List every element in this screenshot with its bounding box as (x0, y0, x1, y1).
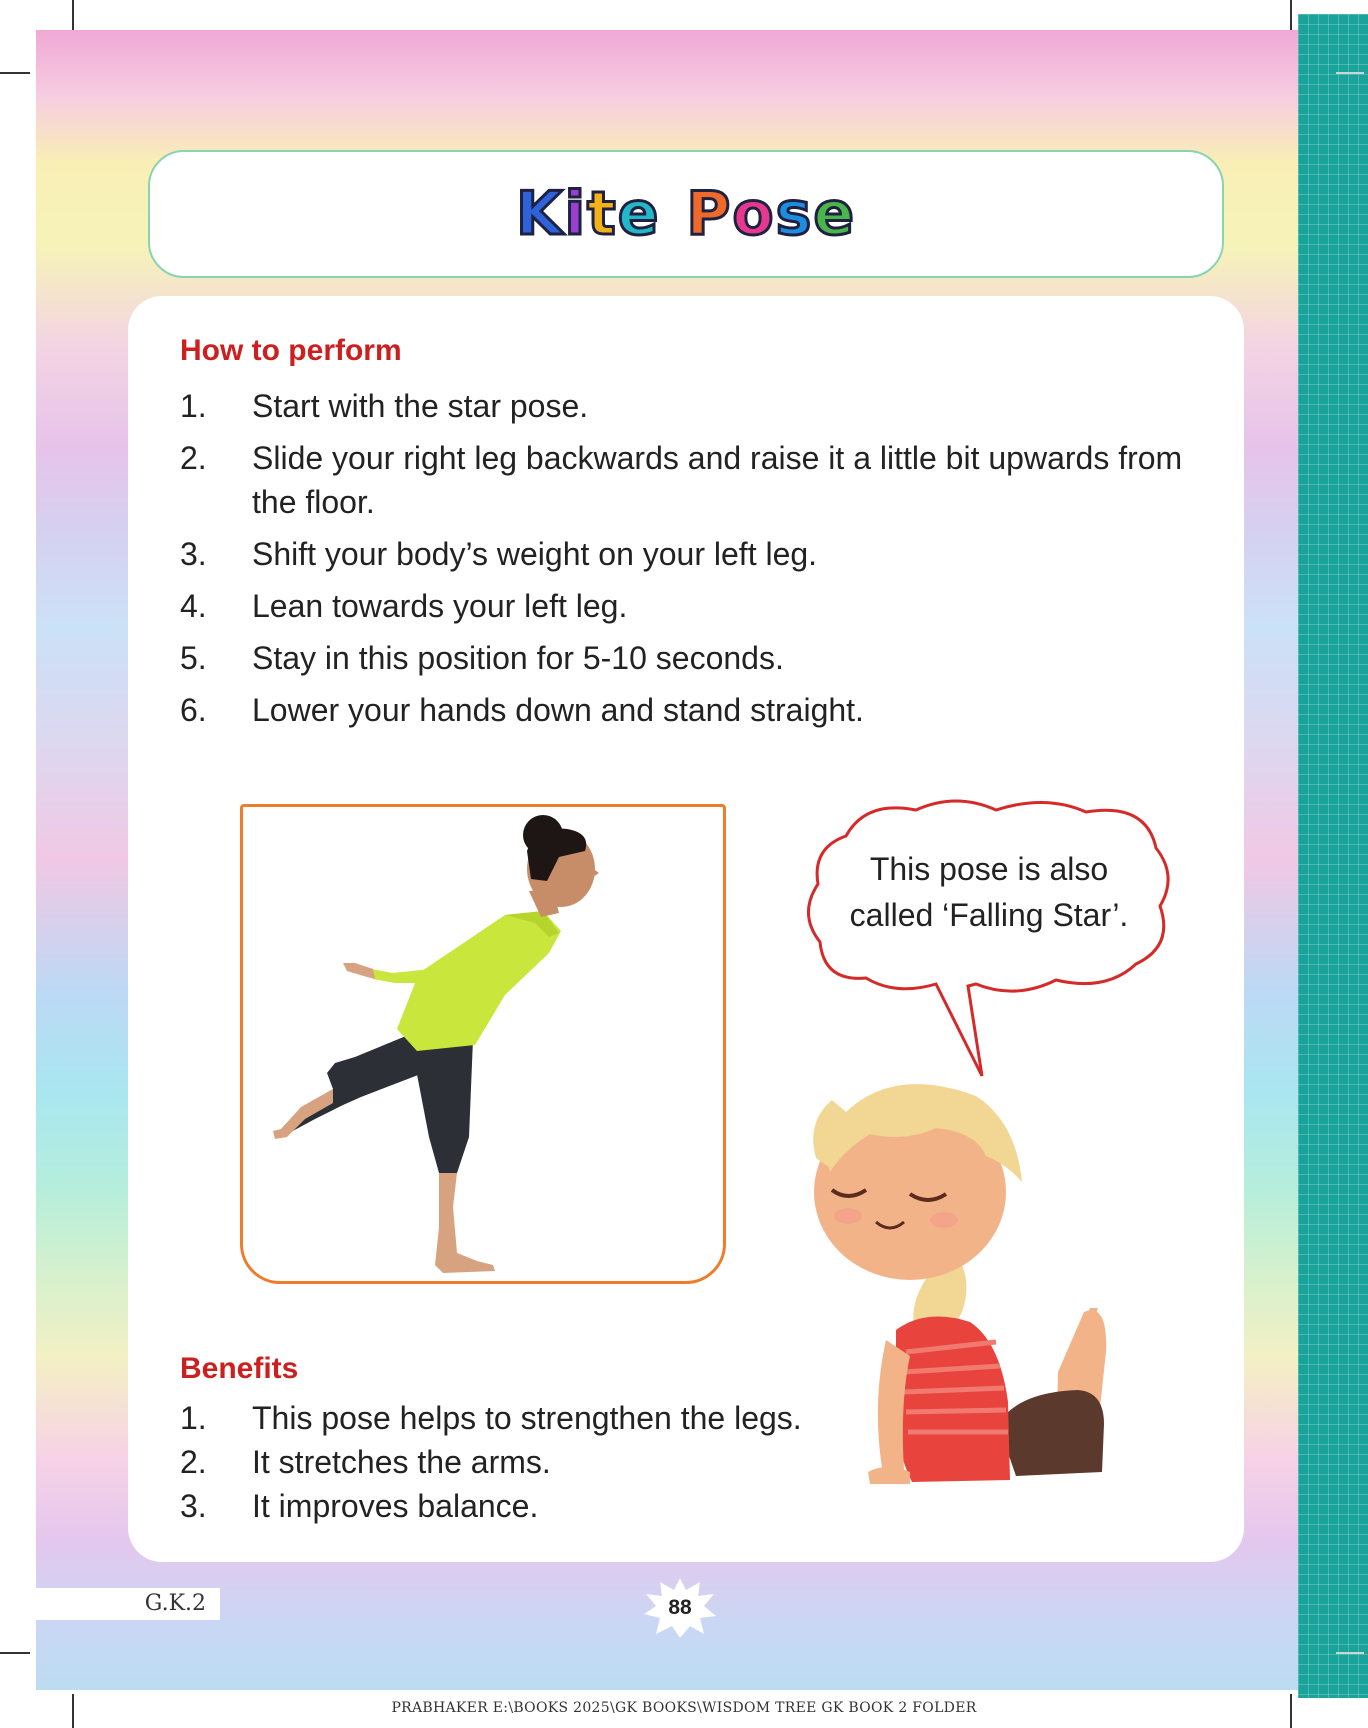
step-item: 5. Stay in this position for 5-10 seconds. (180, 640, 784, 676)
page-title: Kite Pose (515, 179, 857, 249)
step-item: 2. Slide your right leg backwards and raise it a little bit upwards from the floor. (180, 440, 1183, 520)
strip-mark-bottom (1336, 1652, 1364, 1654)
cloud-bubble-shape (806, 796, 1172, 1080)
strip-mark-top (1336, 72, 1364, 74)
page-number: 88 (668, 1596, 692, 1619)
speech-bubble (806, 796, 1172, 1080)
how-to-heading: How to perform (180, 334, 402, 367)
step-item: 4. Lean towards your left leg. (180, 588, 628, 624)
title-banner (148, 150, 1224, 278)
speech-bubble-text: This pose is also called ‘Falling Star’. (849, 851, 1129, 933)
pose-photo-frame (240, 804, 726, 1284)
book-label: G.K.2 (36, 1588, 220, 1620)
step-item: 1. Start with the star pose. (180, 388, 589, 424)
teal-grid-strip (1298, 14, 1368, 1698)
print-footer: PRABHAKER E:\BOOKS 2025\GK BOOKS\WISDOM TREE GK BOOK 2 FOLDER (391, 1700, 977, 1716)
benefit-item: 2. It stretches the arms. (180, 1444, 551, 1480)
trim-mark-top-left-h (0, 72, 30, 74)
benefit-item: 1. This pose helps to strengthen the legs. (180, 1400, 802, 1436)
step-item: 3. Shift your body’s weight on your left leg. (180, 536, 818, 572)
trim-mark-bottom-left-h (0, 1652, 30, 1654)
benefits-heading: Benefits (180, 1352, 299, 1385)
benefits-list (180, 1396, 1188, 1528)
pose-photo-illustration (243, 807, 723, 1281)
how-to-steps (180, 384, 1188, 732)
page-number-badge (644, 1578, 716, 1638)
step-item: 6. Lower your hands down and stand straight. (180, 692, 864, 728)
benefit-item: 3. It improves balance. (180, 1488, 539, 1524)
trim-mark-top-right-v (1290, 0, 1292, 30)
trim-mark-top-left-v (72, 0, 74, 30)
